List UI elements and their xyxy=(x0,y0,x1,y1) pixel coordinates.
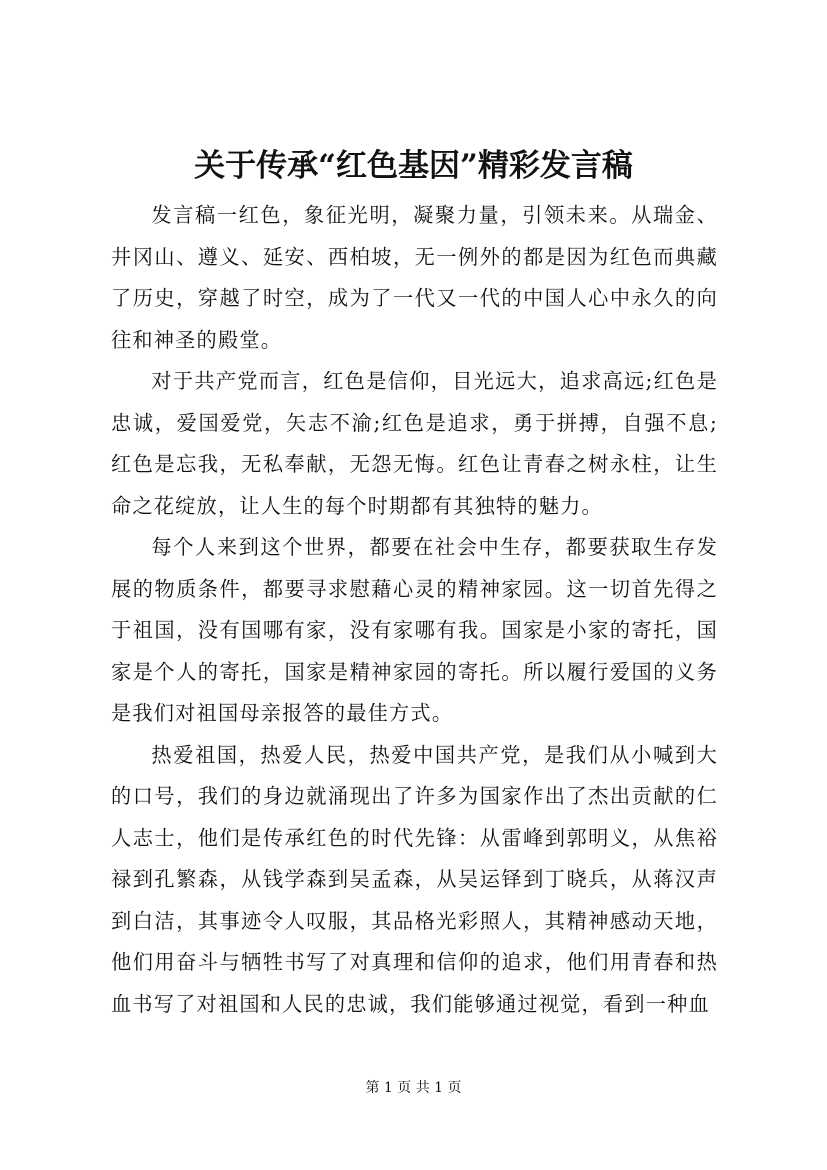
paragraph: 热爱祖国，热爱人民，热爱中国共产党，是我们从小喊到大的口号，我们的身边就涌现出了许多为国家作出了杰出贡献的仁人志士，他们是传承红色的时代先锋：从雷峰到郭明义，从焦裕禄到孔繁森，从钱学森到吴孟森，从吴运铎到丁晓兵，从蒋汉声到白洁，其事迹令人叹服，其品格光彩照人，其精神感动天地，他们用奋斗与牺牲书写了对真理和信仰的追求，他们用青春和热血书写了对祖国和人民的忠诚，我们能够通过视觉，看到一种血 xyxy=(111,742,718,1016)
document-body xyxy=(111,195,718,1025)
document-title: 关于传承“红色基因”精彩发言稿 xyxy=(194,148,633,184)
paragraph: 每个人来到这个世界，都要在社会中生存，都要获取生存发展的物质条件，都要寻求慰藉心灵的精神家园。这一切首先得之于祖国，没有国哪有家，没有家哪有我。国家是小家的寄托，国家是个人的寄托，国家是精神家园的寄托。所以履行爱国的义务是我们对祖国母亲报答的最佳方式。 xyxy=(111,535,718,725)
page-number-footer: 第 1 页 共 1 页 xyxy=(365,1080,462,1096)
paragraph: 发言稿一红色，象征光明，凝聚力量，引领未来。从瑞金、井冈山、遵义、延安、西柏坡，无一例外的都是因为红色而典藏了历史，穿越了时空，成为了一代又一代的中国人心中永久的向往和神圣的殿堂。 xyxy=(111,203,718,352)
paragraph: 对于共产党而言，红色是信仰，目光远大，追求高远;红色是忠诚，爱国爱党，矢志不渝;红色是追求，勇于拼搏，自强不息;红色是忘我，无私奉献，无怨无悔。红色让青春之树永柱，让生命之花绽放，让人生的每个时期都有其独特的魅力。 xyxy=(111,369,718,518)
